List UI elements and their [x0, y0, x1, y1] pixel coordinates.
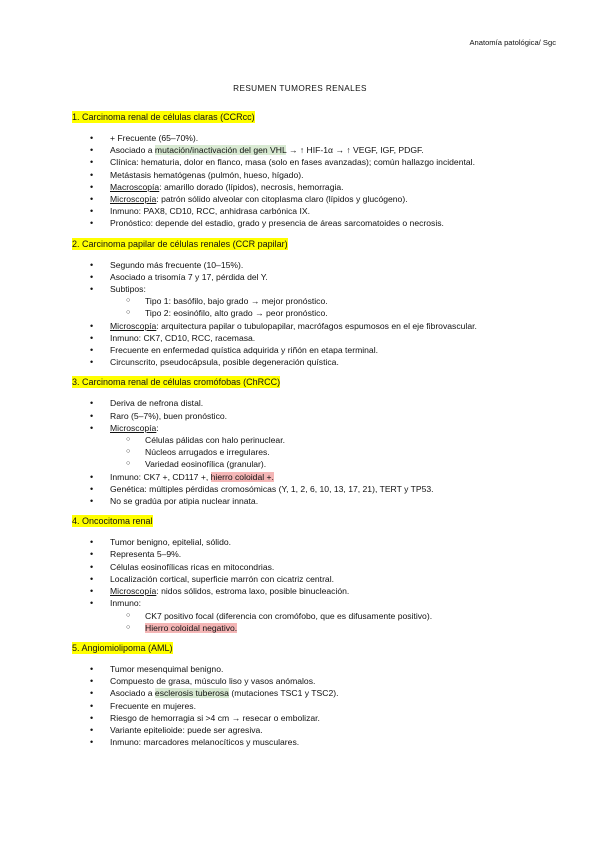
bullet-list — [72, 132, 562, 230]
list-item: • Localización cortical, superficie marrón con cicatriz central. — [72, 573, 562, 585]
list-item: • Inmuno: CK7 +, CD117 +, hierro coloidal +. — [72, 471, 562, 483]
list-item: • Microscopía: patrón sólido alveolar con citoplasma claro (lípidos y glucógeno). — [72, 193, 562, 205]
bullet-list — [72, 663, 562, 748]
sub-list-item: ○ Variedad eosinofílica (granular). — [72, 458, 562, 470]
section-title: 5. Angiomiolipoma (AML) — [72, 642, 173, 653]
list-item: • Inmuno: — [72, 597, 562, 609]
list-item: • Células eosinofílicas ricas en mitocondrias. — [72, 561, 562, 573]
highlighted-text: esclerosis tuberosa — [154, 688, 229, 699]
section-chrcc — [72, 377, 562, 507]
list-item: • Asociado a trisomía 7 y 17, pérdida del Y. — [72, 271, 562, 283]
bullet-list — [72, 397, 562, 507]
highlighted-text: Hierro coloidal negativo. — [145, 622, 238, 633]
list-item: • Clínica: hematuria, dolor en flanco, masa (solo en fases avanzadas); común hallazgo incidental. — [72, 156, 562, 168]
list-item: • Pronóstico: depende del estadio, grado y presencia de áreas sarcomatoides o necrosis. — [72, 217, 562, 229]
section-oncocitoma — [72, 516, 562, 634]
list-item: • Inmuno: marcadores melanocíticos y musculares. — [72, 736, 562, 748]
list-item: • Compuesto de grasa, músculo liso y vasos anómalos. — [72, 675, 562, 687]
section-ccr-papilar — [72, 239, 562, 369]
list-item: • Frecuente en mujeres. — [72, 700, 562, 712]
sub-list-item: ○ Tipo 2: eosinófilo, alto grado → peor pronóstico. — [72, 307, 562, 319]
bullet-list — [72, 536, 562, 634]
section-title: 2. Carcinoma papilar de células renales (CCR papilar) — [72, 238, 288, 249]
section-title: 3. Carcinoma renal de células cromófobas (ChRCC) — [72, 377, 281, 388]
list-item: • Tumor benigno, epitelial, sólido. — [72, 536, 562, 548]
document-body — [72, 112, 562, 757]
sub-list-item — [72, 622, 562, 634]
list-item: • Deriva de nefrona distal. — [72, 397, 562, 409]
list-item: • Macroscopía: amarillo dorado (lípidos), necrosis, hemorragia. — [72, 181, 562, 193]
list-item: • Frecuente en enfermedad quística adquirida y riñón en etapa terminal. — [72, 344, 562, 356]
list-item: • Tumor mesenquimal benigno. — [72, 663, 562, 675]
list-item: • Metástasis hematógenas (pulmón, hueso, hígado). — [72, 169, 562, 181]
list-item: • Subtipos: — [72, 283, 562, 295]
bullet-list — [72, 259, 562, 369]
sub-list-item: ○ Núcleos arrugados e irregulares. — [72, 446, 562, 458]
highlighted-text: mutación/inactivación del gen VHL — [154, 145, 287, 156]
sub-list-item: ○ CK7 positivo focal (diferencia con cromófobo, que es difusamente positivo). — [72, 610, 562, 622]
list-item: • No se gradúa por atipia nuclear innata. — [72, 495, 562, 507]
section-title: 4. Oncocitoma renal — [72, 516, 153, 527]
section-title: 1. Carcinoma renal de células claras (CCRcc) — [72, 112, 255, 122]
list-item: • Genética: múltiples pérdidas cromosómicas (Y, 1, 2, 6, 10, 13, 17, 21), TERT y TP53. — [72, 483, 562, 495]
section-angiomiolipoma — [72, 643, 562, 748]
list-item: • Inmuno: CK7, CD10, RCC, racemasa. — [72, 332, 562, 344]
list-item: • Representa 5–9%. — [72, 548, 562, 560]
list-item: • Microscopía: arquitectura papilar o tubulopapilar, macrófagos espumosos en el eje fibrovascular. — [72, 320, 562, 332]
list-item: • Raro (5–7%), buen pronóstico. — [72, 410, 562, 422]
list-item: • + Frecuente (65–70%). — [72, 132, 562, 144]
document-title: RESUMEN TUMORES RENALES — [233, 84, 367, 93]
page-header: Anatomía patológica/ Sgc — [469, 38, 556, 47]
sub-list-item: ○ Tipo 1: basófilo, bajo grado → mejor pronóstico. — [72, 295, 562, 307]
list-item: • Inmuno: PAX8, CD10, RCC, anhidrasa carbónica IX. — [72, 205, 562, 217]
list-item: • Microscopía: nidos sólidos, estroma laxo, posible binucleación. — [72, 585, 562, 597]
list-item: • Asociado a esclerosis tuberosa (mutaciones TSC1 y TSC2). — [72, 687, 562, 699]
list-item: • Circunscrito, pseudocápsula, posible degeneración quística. — [72, 356, 562, 368]
sub-list-item: ○ Células pálidas con halo perinuclear. — [72, 434, 562, 446]
list-item: • Microscopía: — [72, 422, 562, 434]
list-item: • Asociado a mutación/inactivación del gen VHL → ↑ HIF-1α → ↑ VEGF, IGF, PDGF. — [72, 144, 562, 156]
list-item: • Variante epitelioide: puede ser agresiva. — [72, 724, 562, 736]
section-ccrcc — [72, 112, 562, 230]
list-item: • Segundo más frecuente (10–15%). — [72, 259, 562, 271]
list-item: • Riesgo de hemorragia si >4 cm → resecar o embolizar. — [72, 712, 562, 724]
highlighted-text: hierro coloidal +. — [210, 471, 274, 482]
